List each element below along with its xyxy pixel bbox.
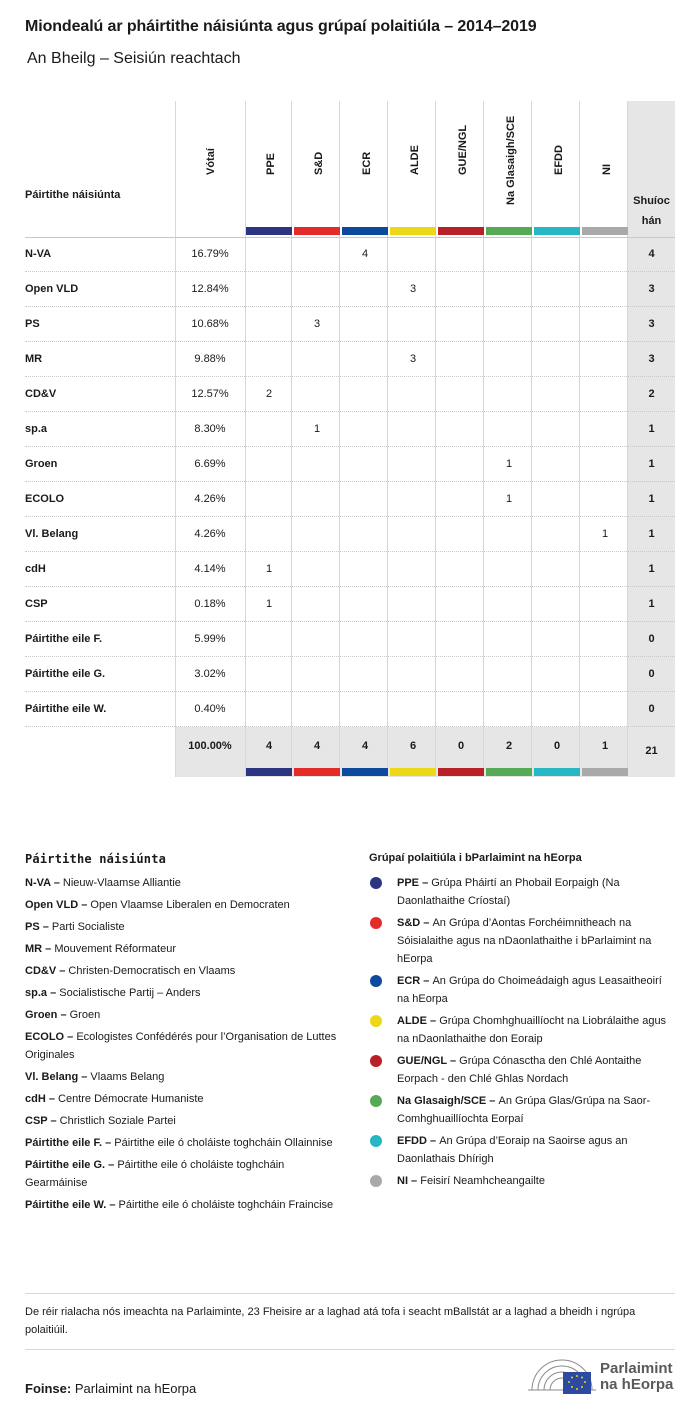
legend-group-name: An Grúpa d’Aontas Forchéimnitheach na Sóisialaithe agus na nDaonlathaithe i bParlaimint na hEorpa	[397, 917, 652, 965]
party-name: Vl. Belang	[25, 528, 79, 540]
legend-party-item	[25, 940, 345, 958]
vote-share: 0.18%	[194, 598, 226, 610]
group-color-bar	[534, 227, 580, 235]
total-seats-header	[628, 191, 675, 231]
seat-count	[389, 447, 437, 482]
legend-group-abbr: ALDE –	[397, 1015, 440, 1027]
seat-count: 1	[505, 458, 513, 470]
seat-count	[245, 272, 293, 307]
table-row	[25, 657, 675, 692]
seat-count	[293, 237, 341, 272]
seat-count	[437, 517, 485, 552]
party-name: Páirtithe eile F.	[25, 633, 103, 645]
party-column-header: Páirtithe náisiúnta	[25, 189, 121, 201]
vote-share: 12.57%	[191, 388, 229, 400]
seat-count	[581, 692, 629, 727]
legend-party-abbr: CSP –	[25, 1115, 60, 1127]
table-row	[25, 517, 675, 552]
legend-political-groups-title: Grúpaí polaitiúla i bParlaimint na hEorpa	[369, 852, 582, 864]
legend-group-item	[369, 1052, 669, 1088]
seat-count: 1	[265, 598, 273, 610]
total-seats: 1	[648, 493, 655, 505]
total-seats: 4	[648, 248, 655, 260]
legend-party-item	[25, 1134, 345, 1152]
party-name: ECOLO	[25, 493, 65, 505]
seat-count	[485, 552, 533, 587]
group-color-bar	[582, 227, 628, 235]
seat-count	[533, 482, 581, 517]
legend-party-item	[25, 1090, 345, 1108]
seat-count	[581, 272, 629, 307]
seat-count	[389, 692, 437, 727]
source-value: Parlaimint na hEorpa	[74, 1381, 197, 1396]
table-row	[25, 307, 675, 342]
group-color-dot-icon	[370, 1175, 382, 1187]
page-subtitle: An Bheilg – Seisiún reachtach	[27, 50, 241, 67]
seat-count	[485, 657, 533, 692]
seat-count	[389, 412, 437, 447]
party-name: MR	[25, 353, 43, 365]
table-row	[25, 692, 675, 727]
seat-count	[581, 412, 629, 447]
seat-count	[437, 482, 485, 517]
legend-group-abbr: Na Glasaigh/SCE –	[397, 1095, 499, 1107]
seat-count	[581, 657, 629, 692]
legend-party-item	[25, 984, 345, 1002]
group-total-seats: 0	[553, 740, 561, 752]
seat-count	[581, 587, 629, 622]
legend-group-item	[369, 1012, 669, 1048]
legend-party-item	[25, 874, 345, 892]
seat-count	[341, 412, 389, 447]
legend-party-name: Christlich Soziale Partei	[59, 1115, 176, 1127]
group-color-dot-icon	[370, 917, 382, 929]
legend-party-abbr: CD&V –	[25, 965, 69, 977]
seat-count	[437, 447, 485, 482]
legend-party-name: Mouvement Réformateur	[54, 943, 177, 955]
legend-party-name: Ecologistes Confédérés pour l’Organisation de Luttes Originales	[25, 1031, 337, 1061]
seat-count	[581, 342, 629, 377]
party-name: PS	[25, 318, 40, 330]
total-seats: 3	[648, 283, 655, 295]
seat-count	[533, 307, 581, 342]
seat-count	[485, 587, 533, 622]
vote-share: 16.79%	[191, 248, 229, 260]
legend-party-abbr: sp.a –	[25, 987, 60, 999]
legend-party-item	[25, 1156, 345, 1192]
seat-count	[437, 657, 485, 692]
group-color-dot-icon	[370, 1135, 382, 1147]
legend-party-name: Open Vlaamse Liberalen en Democraten	[90, 899, 290, 911]
seat-count	[341, 272, 389, 307]
seat-count	[389, 552, 437, 587]
table-row	[25, 552, 675, 587]
legend-group-name: An Grúpa do Choimeádaigh agus Leasaitheoirí na hEorpa	[397, 975, 662, 1005]
legend-group-abbr: GUE/NGL –	[397, 1055, 460, 1067]
group-total-seats: 2	[505, 740, 513, 752]
group-total-seats: 0	[457, 740, 465, 752]
seat-count	[293, 377, 341, 412]
table-row	[25, 447, 675, 482]
total-seats: 1	[648, 423, 655, 435]
group-total-seats: 4	[265, 740, 273, 752]
logo-text-line1: Parlaimint	[600, 1360, 673, 1377]
seat-count	[245, 447, 293, 482]
seat-count: 1	[313, 423, 321, 435]
party-name: CSP	[25, 598, 48, 610]
legend-party-abbr: N-VA –	[25, 877, 63, 889]
total-seats: 0	[648, 703, 655, 715]
seat-count	[581, 552, 629, 587]
seat-count	[533, 412, 581, 447]
seat-count	[293, 622, 341, 657]
table-row	[25, 377, 675, 412]
seat-count	[485, 307, 533, 342]
seat-count	[293, 517, 341, 552]
group-color-bar	[438, 227, 484, 235]
page-title: Miondealú ar pháirtithe náisiúnta agus grúpaí polaitiúla – 2014–2019	[25, 18, 537, 35]
seat-count	[533, 657, 581, 692]
total-seats: 1	[648, 458, 655, 470]
seat-count	[485, 412, 533, 447]
table-row	[25, 587, 675, 622]
legend-group-name: Grúpa Cónasctha den Chlé Aontaithe Eorpach - den Chlé Ghlas Nordach	[397, 1055, 642, 1085]
vote-share: 3.02%	[194, 668, 226, 680]
legend-national-parties	[25, 852, 345, 1218]
seat-count	[341, 342, 389, 377]
table-row	[25, 622, 675, 657]
legend-party-name: Páirtithe eile ó choláiste toghcháin Fraincise	[118, 1199, 334, 1211]
seat-count	[293, 447, 341, 482]
legend-party-abbr: ECOLO –	[25, 1031, 77, 1043]
legend-party-abbr: Vl. Belang –	[25, 1071, 91, 1083]
seat-count	[533, 517, 581, 552]
seat-count	[341, 622, 389, 657]
group-header-ni: NI	[601, 164, 613, 175]
seat-count	[437, 377, 485, 412]
seat-count: 4	[361, 248, 369, 260]
logo-text-line2: na hEorpa	[600, 1376, 674, 1393]
legend-party-name: Nieuw-Vlaamse Alliantie	[62, 877, 181, 889]
seat-count: 1	[265, 563, 273, 575]
seat-count: 3	[409, 283, 417, 295]
legend-group-item	[369, 972, 669, 1008]
seat-count	[245, 307, 293, 342]
seat-count	[341, 692, 389, 727]
seat-count	[485, 272, 533, 307]
seat-count	[341, 447, 389, 482]
legend-party-name: Parti Socialiste	[51, 921, 125, 933]
legend-group-abbr: S&D –	[397, 917, 433, 929]
party-name: Páirtithe eile W.	[25, 703, 107, 715]
total-seats-header-line1: Shuíoc	[633, 195, 670, 207]
party-name: cdH	[25, 563, 46, 575]
table-row	[25, 412, 675, 447]
seat-count	[533, 377, 581, 412]
group-color-dot-icon	[370, 1095, 382, 1107]
legend-party-abbr: PS –	[25, 921, 52, 933]
seat-count	[389, 482, 437, 517]
vote-share: 10.68%	[191, 318, 229, 330]
seat-count	[293, 692, 341, 727]
seat-count	[341, 482, 389, 517]
grand-total-seats: 21	[645, 745, 658, 757]
party-name: Groen	[25, 458, 58, 470]
legend-national-parties-title: Páirtithe náisiúnta	[25, 852, 167, 866]
group-color-bar	[246, 227, 292, 235]
group-color-bar	[390, 227, 436, 235]
source-line	[25, 1381, 196, 1396]
group-total-seats: 4	[313, 740, 321, 752]
legend-party-abbr: Páirtithe eile G. –	[25, 1159, 118, 1171]
seat-count	[389, 377, 437, 412]
group-header-ppe: PPE	[265, 152, 277, 175]
seat-count	[581, 377, 629, 412]
legend-group-item	[369, 914, 669, 968]
party-name: CD&V	[25, 388, 57, 400]
legend-party-item	[25, 1196, 345, 1214]
group-color-dot-icon	[370, 1055, 382, 1067]
seat-count	[293, 587, 341, 622]
seat-count	[437, 692, 485, 727]
seat-count	[389, 622, 437, 657]
table-row	[25, 482, 675, 517]
group-color-dot-icon	[370, 877, 382, 889]
seat-count	[341, 307, 389, 342]
group-header-s-d: S&D	[313, 151, 325, 175]
seat-count	[389, 657, 437, 692]
seat-count	[245, 482, 293, 517]
total-seats: 1	[648, 528, 655, 540]
group-color-bar	[342, 227, 388, 235]
seat-count: 1	[601, 528, 609, 540]
seat-count	[341, 657, 389, 692]
seat-count	[389, 587, 437, 622]
legend-party-abbr: Groen –	[25, 1009, 70, 1021]
legend-party-abbr: Open VLD –	[25, 899, 91, 911]
table-row	[25, 237, 675, 272]
legend-party-name: Vlaams Belang	[90, 1071, 165, 1083]
party-name: Open VLD	[25, 283, 79, 295]
seat-count	[533, 692, 581, 727]
legend-party-item	[25, 918, 345, 936]
legend-party-abbr: Páirtithe eile F. –	[25, 1137, 115, 1149]
party-name: sp.a	[25, 423, 48, 435]
seat-count	[293, 342, 341, 377]
seat-count	[293, 482, 341, 517]
legend-group-name: An Grúpa Glas/Grúpa na Saor-Comhghuaillíochta Eorpaí	[397, 1095, 651, 1125]
seat-count	[389, 307, 437, 342]
votes-column-header: Vótaí	[205, 148, 217, 175]
seat-count	[245, 412, 293, 447]
group-header-ecr: ECR	[361, 151, 373, 175]
total-seats: 2	[648, 388, 655, 400]
legend-group-abbr: PPE –	[397, 877, 432, 889]
seat-count	[533, 587, 581, 622]
legend-political-groups	[369, 852, 669, 1194]
seat-count	[581, 237, 629, 272]
seat-count	[485, 342, 533, 377]
group-color-bar	[294, 227, 340, 235]
seat-count	[245, 237, 293, 272]
seat-count	[533, 237, 581, 272]
group-color-bar	[486, 227, 532, 235]
total-vote-share: 100.00%	[188, 740, 232, 752]
vote-share: 12.84%	[191, 283, 229, 295]
legend-party-name: Groen	[69, 1009, 101, 1021]
vote-share: 9.88%	[194, 353, 226, 365]
footnote: De réir rialacha nós imeachta na Parlaiminte, 23 Fheisire ar a laghad atá tofa i seacht mBallstát ar a laghad a bheidh i ngrúpa polaitiúil.	[25, 1293, 675, 1350]
table-row	[25, 272, 675, 307]
seat-count	[437, 342, 485, 377]
legend-group-item	[369, 1132, 669, 1168]
seat-count	[341, 587, 389, 622]
seat-count	[581, 447, 629, 482]
seat-count	[533, 447, 581, 482]
total-seats: 3	[648, 318, 655, 330]
seat-count	[533, 342, 581, 377]
legend-party-item	[25, 1068, 345, 1086]
seat-count	[533, 552, 581, 587]
seat-count	[341, 517, 389, 552]
seat-count	[437, 552, 485, 587]
seat-count	[341, 377, 389, 412]
vote-share: 4.14%	[194, 563, 226, 575]
seat-count	[533, 272, 581, 307]
source-label: Foinse:	[25, 1381, 72, 1396]
seat-count	[437, 272, 485, 307]
group-header-na-glasaigh-sce: Na Glasaigh/SCE	[505, 115, 517, 205]
seat-count	[533, 622, 581, 657]
legend-group-name: Grúpa Pháirtí an Phobail Eorpaigh (Na Daonlathaithe Críostaí)	[397, 877, 620, 907]
total-seats: 0	[648, 668, 655, 680]
total-seats: 3	[648, 353, 655, 365]
logo-text	[600, 1361, 673, 1393]
seat-count	[389, 237, 437, 272]
seat-count	[437, 622, 485, 657]
legend-party-item	[25, 1112, 345, 1130]
seat-count	[485, 377, 533, 412]
legend-group-name: An Grúpa d’Eoraip na Saoirse agus an Daonlathais Dhírigh	[397, 1135, 628, 1165]
seat-count	[437, 237, 485, 272]
group-color-dot-icon	[370, 1015, 382, 1027]
seat-count	[485, 517, 533, 552]
group-color-dot-icon	[370, 975, 382, 987]
group-header-efdd: EFDD	[553, 145, 565, 175]
seat-count	[245, 692, 293, 727]
seat-count: 1	[505, 493, 513, 505]
totals-row	[25, 727, 675, 777]
legend-group-item	[369, 874, 669, 910]
group-header-gue-ngl: GUE/NGL	[457, 124, 469, 175]
group-total-seats: 6	[409, 740, 417, 752]
legend-party-name: Socialistische Partij – Anders	[59, 987, 201, 999]
seat-count	[341, 552, 389, 587]
legend-group-abbr: NI –	[397, 1175, 421, 1187]
legend-party-name: Páirtithe eile ó choláiste toghcháin Ollainnise	[114, 1137, 333, 1149]
party-name: N-VA	[25, 248, 52, 260]
legend-party-name: Centre Démocrate Humaniste	[58, 1093, 204, 1105]
vote-share: 4.26%	[194, 528, 226, 540]
legend-group-item	[369, 1172, 669, 1190]
legend-party-name: Páirtithe eile ó choláiste toghcháin Gearmáinise	[25, 1159, 285, 1189]
seat-count	[389, 517, 437, 552]
legend-group-name: Grúpa Chomhghuaillíocht na Liobrálaithe agus na nDaonlathaithe don Eoraip	[397, 1015, 667, 1045]
seat-count	[485, 622, 533, 657]
legend-party-abbr: Páirtithe eile W. –	[25, 1199, 119, 1211]
seat-count	[245, 342, 293, 377]
seat-count	[437, 587, 485, 622]
seat-count	[485, 237, 533, 272]
vote-share: 4.26%	[194, 493, 226, 505]
seat-count: 3	[409, 353, 417, 365]
total-seats: 1	[648, 563, 655, 575]
seat-count	[245, 622, 293, 657]
table-row	[25, 342, 675, 377]
total-seats: 0	[648, 633, 655, 645]
seat-count	[581, 482, 629, 517]
seat-count	[581, 622, 629, 657]
seat-count	[437, 412, 485, 447]
seat-count	[245, 517, 293, 552]
group-total-seats: 4	[361, 740, 369, 752]
seat-count	[293, 272, 341, 307]
legend-party-item	[25, 962, 345, 980]
seat-count	[245, 657, 293, 692]
vote-share: 8.30%	[194, 423, 226, 435]
legend-party-name: Christen-Democratisch en Vlaams	[68, 965, 236, 977]
vote-share: 6.69%	[194, 458, 226, 470]
party-name: Páirtithe eile G.	[25, 668, 106, 680]
legend-group-item	[369, 1092, 669, 1128]
seat-count	[293, 552, 341, 587]
legend-party-abbr: cdH –	[25, 1093, 59, 1105]
legend-group-name: Feisirí Neamhcheangailte	[420, 1175, 545, 1187]
seat-count	[293, 657, 341, 692]
seat-count: 2	[265, 388, 273, 400]
legend-party-item	[25, 1028, 345, 1064]
group-header-alde: ALDE	[409, 145, 421, 175]
total-seats-header-line2: hán	[641, 215, 662, 227]
seat-count: 3	[313, 318, 321, 330]
legend-party-item	[25, 896, 345, 914]
seat-count	[437, 307, 485, 342]
legend-group-abbr: EFDD –	[397, 1135, 440, 1147]
group-total-seats: 1	[601, 740, 609, 752]
total-seats: 1	[648, 598, 655, 610]
legend-party-abbr: MR –	[25, 943, 55, 955]
vote-share: 0.40%	[194, 703, 226, 715]
seat-count	[485, 692, 533, 727]
legend-party-item	[25, 1006, 345, 1024]
vote-share: 5.99%	[194, 633, 226, 645]
seat-count	[581, 307, 629, 342]
legend-group-abbr: ECR –	[397, 975, 433, 987]
